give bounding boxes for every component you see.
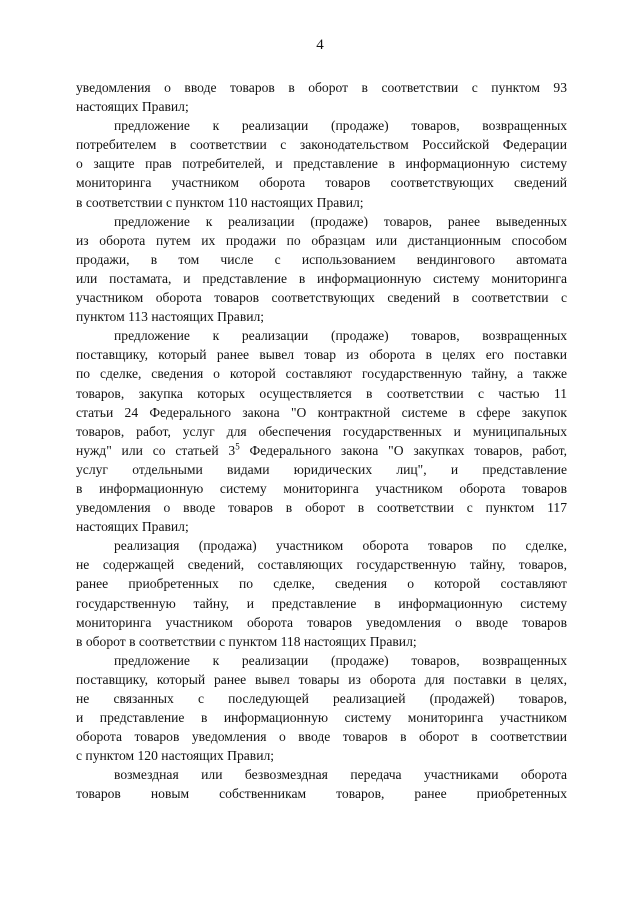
text-line: мониторинга участником оборота товаров соответствующих сведений (76, 175, 567, 191)
text-segment: Федерального закона "О закупках товаров, работ, (239, 442, 567, 458)
text-line: о защите прав потребителей, и представление в информационную систему (76, 156, 567, 172)
text-line: настоящих Правил; (76, 519, 189, 535)
text-line: участником оборота товаров соответствующих сведений в соответствии с (76, 290, 567, 306)
text-line: возмездная или безвозмездная передача участниками оборота (114, 767, 567, 783)
text-line: предложение к реализации (продаже) товаров, возвращенных (114, 328, 567, 344)
text-line: уведомления о вводе товаров в оборот в соответствии с пунктом 117 (76, 500, 567, 516)
text-line: товаров, закупка которых осуществляется в соответствии с частью 11 (76, 385, 567, 401)
text-segment: нужд" или со статьей 3 (76, 442, 236, 458)
text-line: и представление в информационную систему мониторинга участником (76, 710, 567, 726)
paragraph-returned-by-consumer (76, 116, 567, 211)
text-line: оборота товаров уведомления о вводе товаров в оборот в соответствии (76, 729, 567, 745)
text-line: продажи, в том числе с использованием вендингового автомата (76, 251, 567, 267)
text-line: товаров новым собственникам товаров, ранее приобретенных (76, 786, 567, 802)
paragraph-state-secret-supplier (76, 326, 567, 536)
text-line: по сделке, сведения о которой составляют государственную тайну, а также (76, 366, 567, 382)
text-line: настоящих Правил; (76, 99, 189, 115)
paragraph-continuation (76, 78, 567, 116)
text-line: или постамата, и представление в информационную систему мониторинга (76, 270, 567, 286)
text-line: товаров, работ, услуг для обеспечения государственных и муниципальных (76, 423, 567, 439)
text-line: уведомления о вводе товаров в оборот в соответствии с пунктом 93 (76, 80, 567, 95)
text-line: государственную тайну, и представление в информационную систему (76, 595, 567, 611)
text-line: в оборот в соответствии с пунктом 118 настоящих Правил; (76, 633, 417, 649)
text-line: пунктом 113 настоящих Правил; (76, 309, 265, 325)
text-line: из оборота путем их продажи по образцам или дистанционным способом (76, 232, 567, 248)
text-line: услуг отдельными видами юридических лиц", и представление (76, 461, 567, 477)
text-line: поставщику, который ранее вывел товары из оборота для поставки в целях, (76, 671, 567, 687)
text-line: в информационную систему мониторинга участником оборота товаров (76, 480, 567, 496)
paragraph-distance-sale (76, 212, 567, 327)
text-line-with-superscript (76, 441, 567, 460)
page-number: 4 (316, 37, 324, 53)
superscript: 5 (235, 441, 240, 452)
paragraph-non-secret-deal (76, 536, 567, 651)
text-line: не связанных с последующей реализацией (продажей) товаров, (76, 691, 567, 706)
text-line: поставщику, который ранее вывел товар из оборота в целях его поставки (76, 347, 567, 363)
text-line: реализация (продажа) участником оборота товаров по сделке, (114, 538, 567, 554)
text-line: статьи 24 Федерального закона "О контрактной системе в сфере закупок (76, 404, 567, 420)
document-body (76, 78, 567, 804)
text-line: ранее приобретенных по сделке, сведения о которой составляют (76, 576, 567, 592)
paragraph-returned-to-supplier (76, 651, 567, 766)
paragraph-transfer-to-new-owners (76, 765, 567, 803)
text-line: потребителем в соответствии с законодательством Российской Федерации (76, 137, 567, 153)
text-line: мониторинга участником оборота товаров уведомления о вводе товаров (76, 614, 567, 630)
text-line: предложение к реализации (продаже) товаров, возвращенных (114, 118, 567, 134)
text-line: предложение к реализации (продаже) товаров, ранее выведенных (114, 213, 567, 229)
text-line: с пунктом 120 настоящих Правил; (76, 748, 275, 764)
text-line: предложение к реализации (продаже) товаров, возвращенных (114, 652, 567, 668)
text-line: в соответствии с пунктом 110 настоящих Правил; (76, 194, 364, 210)
text-line: не содержащей сведений, составляющих государственную тайну, товаров, (76, 557, 567, 573)
